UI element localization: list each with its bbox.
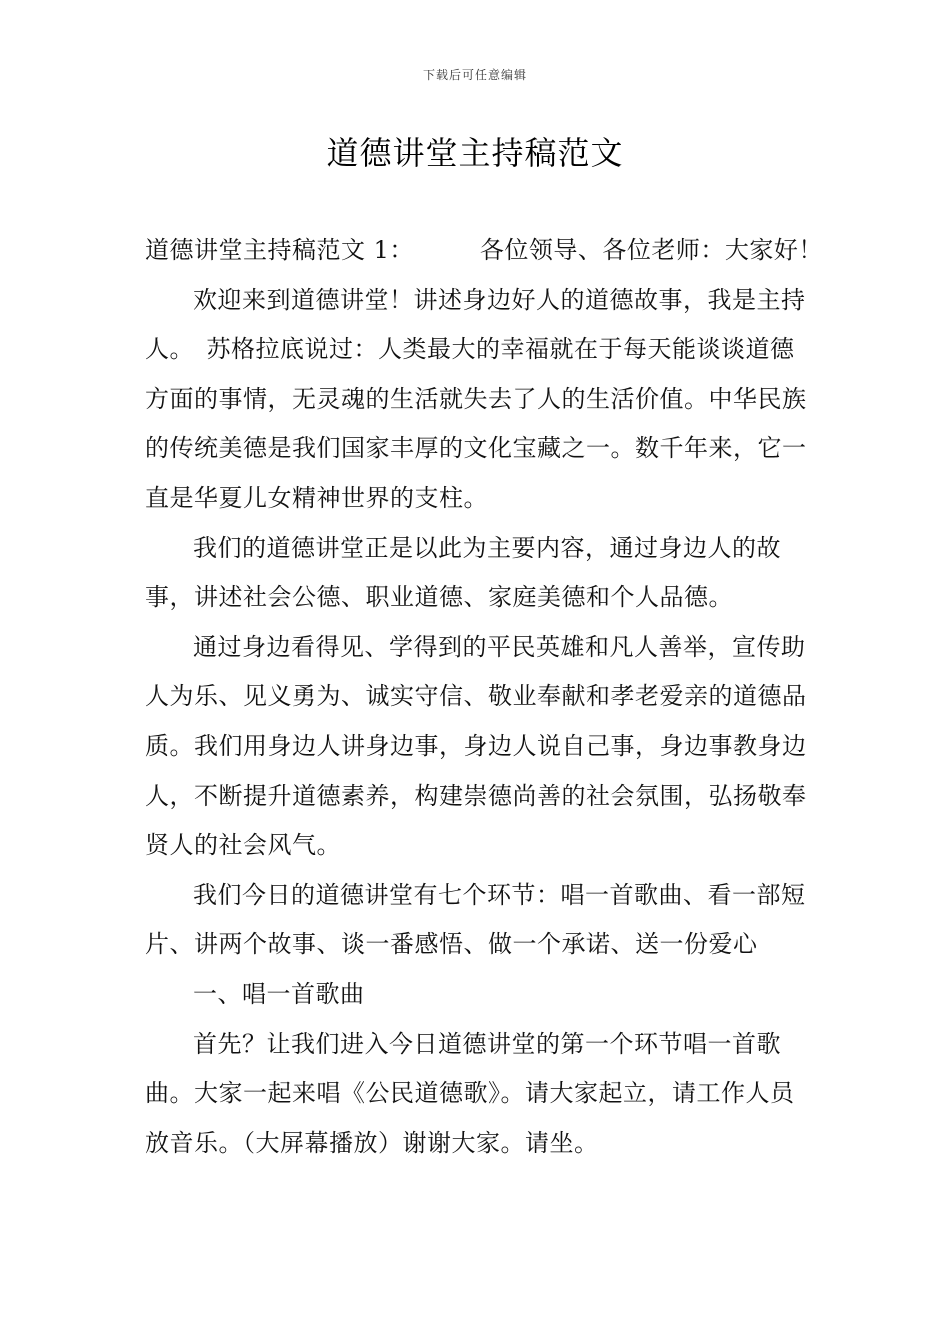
intro-label: 道德讲堂主持稿范文 1： (145, 236, 414, 264)
document-body (145, 226, 823, 1168)
intro-line (145, 226, 823, 276)
paragraph-song: 首先？让我们进入今日道德讲堂的第一个环节唱一首歌曲。大家一起来唱《公民道德歌》。请大家起立，请工作人员放音乐。（大屏幕播放）谢谢大家。请坐。 (145, 1029, 795, 1157)
paragraph-welcome: 欢迎来到道德讲堂！讲述身边好人的道德故事，我是主持人。 苏格拉底说过：人类最大的幸福就在于每天能谈谈道德方面的事情，无灵魂的生活就失去了人的生活价值。中华民族的传统美德是我们国家丰厚的文化宝藏之一。数千年来，它一直是华夏儿女精神世界的支柱。 (145, 285, 807, 512)
header-note: 下载后可任意编辑 (422, 68, 527, 82)
document-title: 道德讲堂主持稿范文 (326, 134, 624, 172)
paragraph-heroes: 通过身边看得见、学得到的平民英雄和凡人善举，宣传助人为乐、见义勇为、诚实守信、敬业奉献和孝老爱亲的道德品质。我们用身边人讲身边事，身边人说自己事，身边事教身边人，不断提升道德素养，构建崇德尚善的社会氛围，弘扬敬奉贤人的社会风气。 (145, 632, 807, 860)
paragraph-content: 我们的道德讲堂正是以此为主要内容，通过身边人的故事，讲述社会公德、职业道德、家庭美德和个人品德。 (145, 533, 781, 612)
intro-greeting: 各位领导、各位老师：大家好！ (479, 236, 823, 264)
section-heading-song: 一、唱一首歌曲 (193, 979, 365, 1008)
paragraph-sections: 我们今日的道德讲堂有七个环节：唱一首歌曲、看一部短片、讲两个故事、谈一番感悟、做一个承诺、送一份爱心 (145, 880, 806, 959)
